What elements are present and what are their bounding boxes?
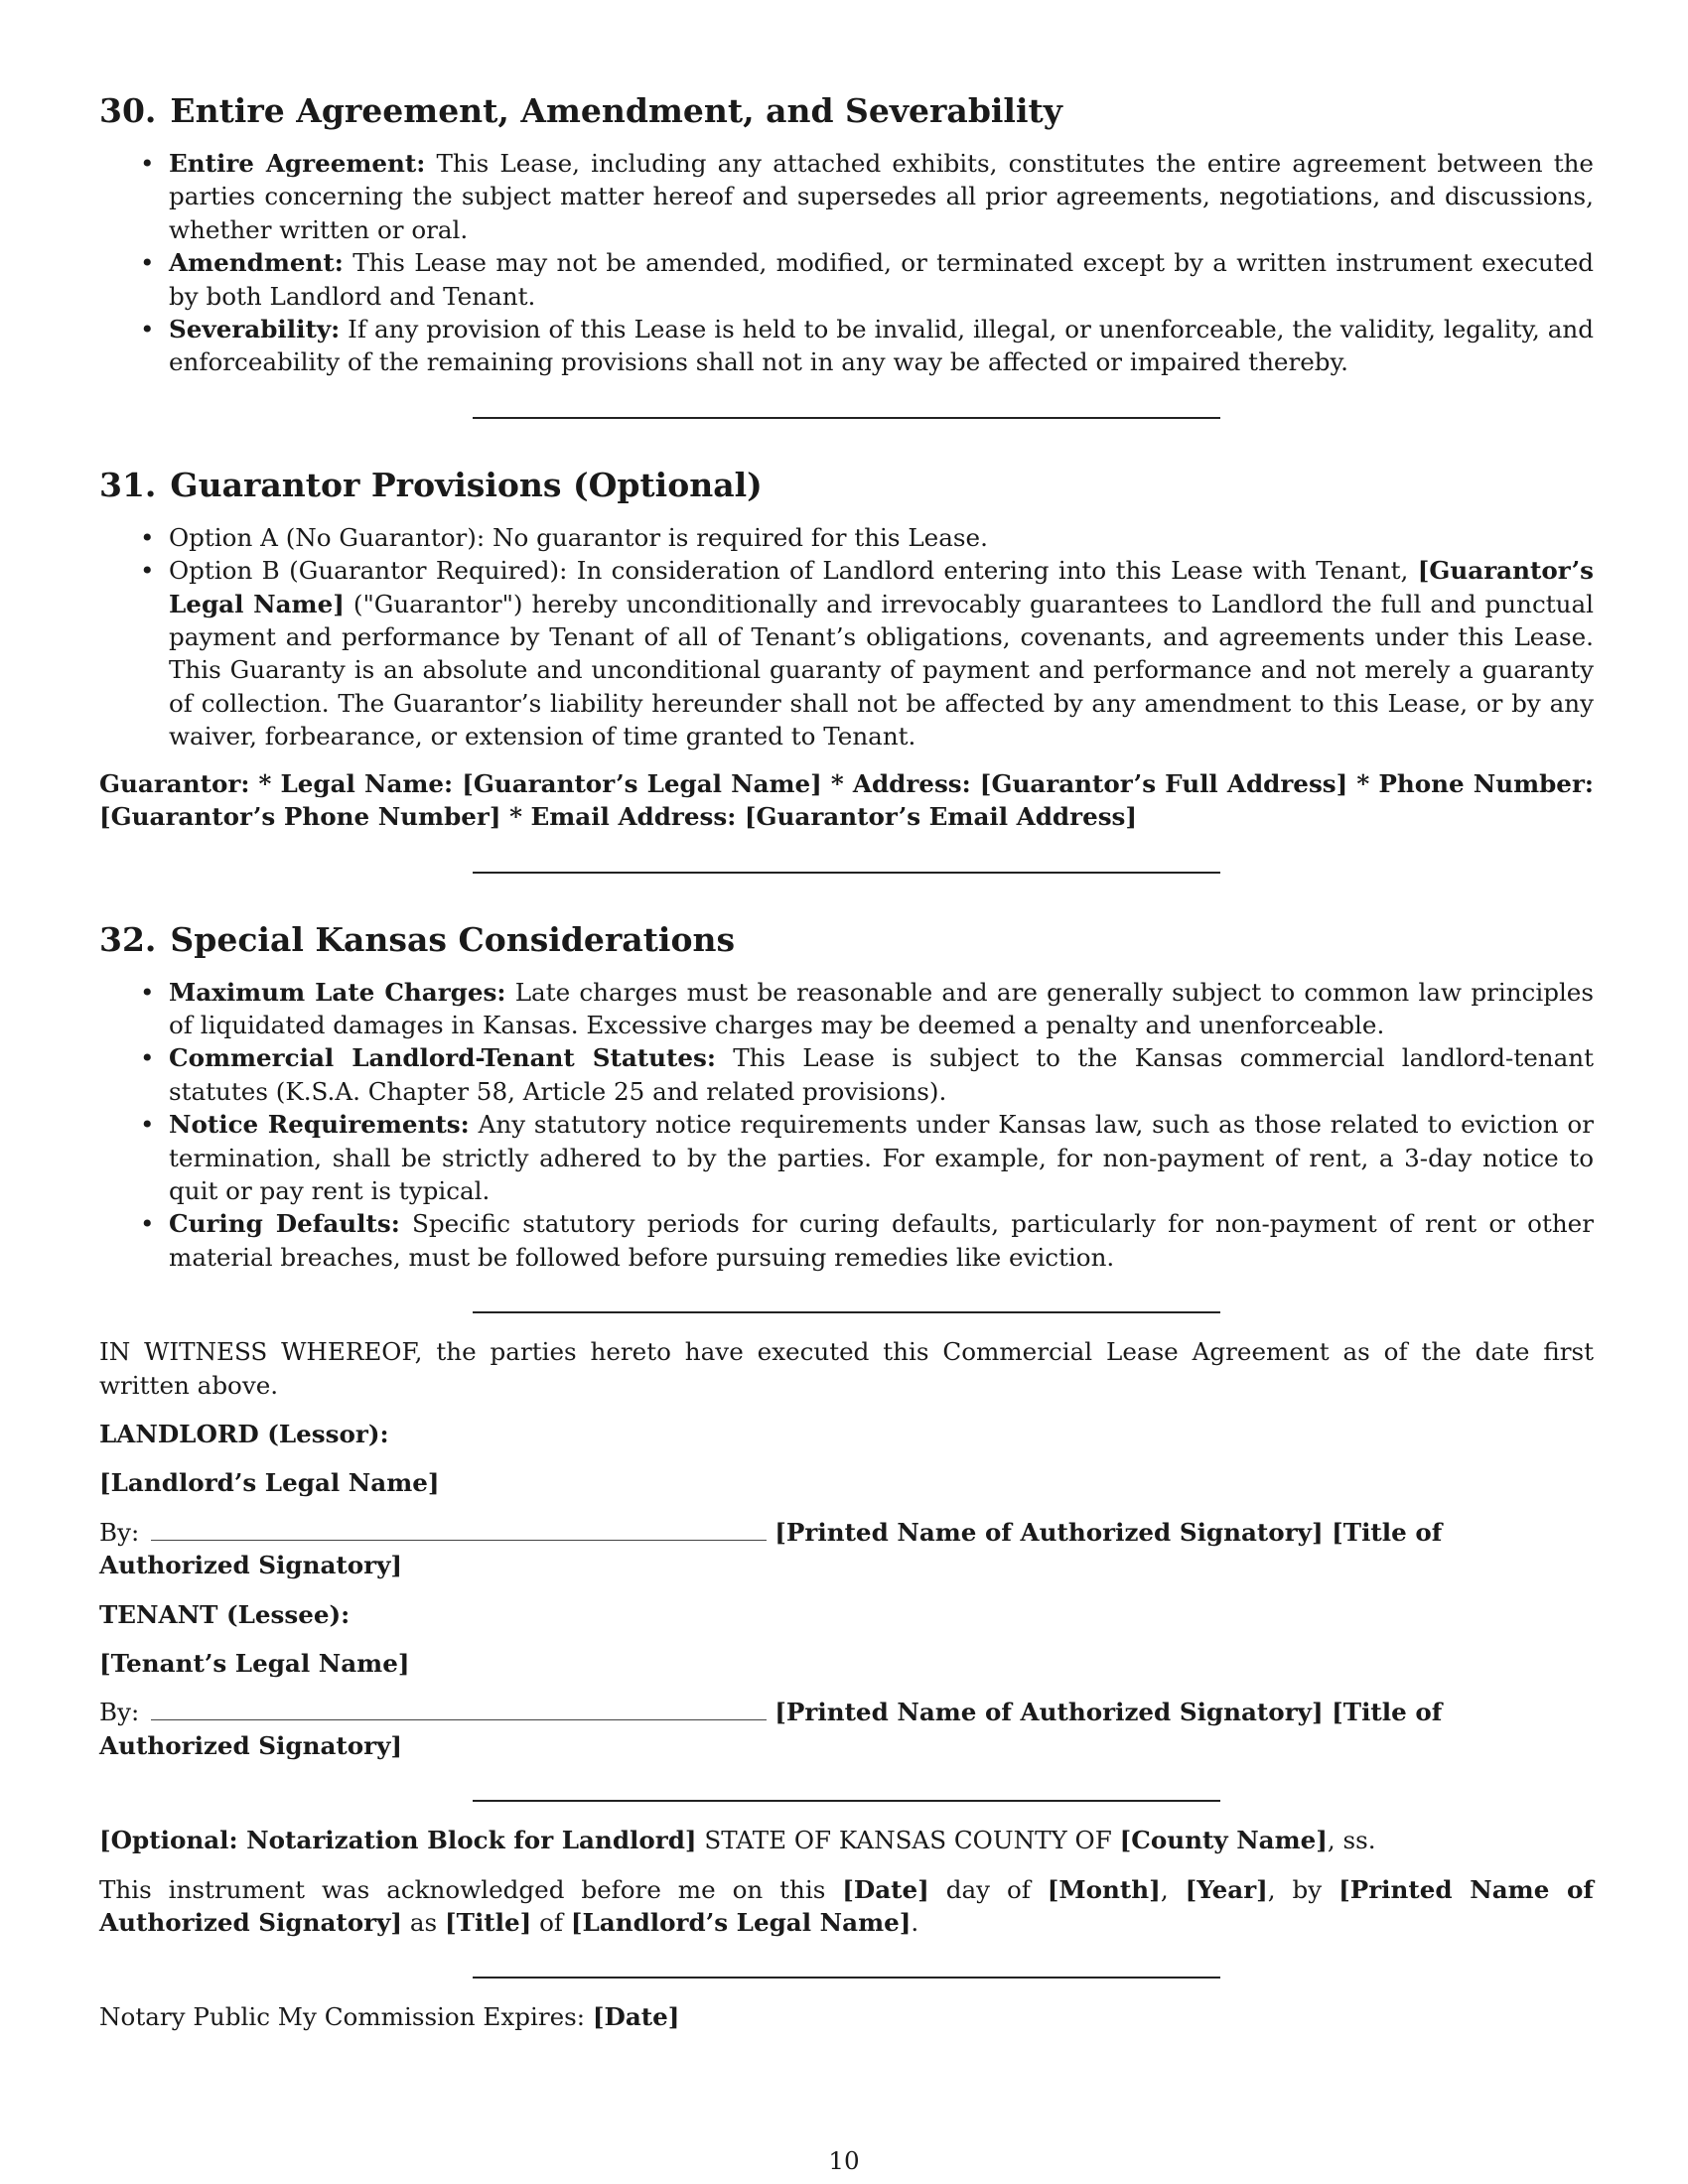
item-label: Curing Defaults: bbox=[169, 1209, 400, 1239]
title-placeholder: [Title] bbox=[445, 1908, 532, 1938]
divider bbox=[473, 1977, 1220, 1979]
signatory-placeholder: [Printed Name of Authorized Signatory] bbox=[99, 1874, 1594, 1938]
ack-text: of bbox=[539, 1908, 564, 1938]
by-label: By: bbox=[99, 1698, 140, 1727]
list-item bbox=[169, 521, 1594, 554]
section-title: Special Kansas Considerations bbox=[170, 919, 736, 959]
landlord-heading: LANDLORD (Lessor): bbox=[99, 1419, 389, 1448]
ack-text: , by bbox=[1267, 1874, 1323, 1904]
list-item bbox=[169, 1041, 1594, 1108]
month-placeholder: [Month] bbox=[1047, 1874, 1161, 1904]
item-text: Any statutory notice requirements under Kansas law, such as those related to eviction or termination, shall be strictly adhered to by the parties. For example, for non-payment of rent, a 3-day notice to quit or pay rent is typical. bbox=[169, 1110, 1595, 1205]
list-item bbox=[169, 1207, 1594, 1274]
item-text: This Lease may not be amended, modified, or terminated except by a written instrument executed by both Landlord and Tenant. bbox=[169, 248, 1594, 311]
item-label: Commercial Landlord-Tenant Statutes: bbox=[169, 1043, 716, 1073]
section-number: 32. bbox=[99, 919, 157, 959]
signature-blank[interactable] bbox=[151, 1540, 767, 1541]
section-30-heading bbox=[99, 91, 1594, 131]
by-label: By: bbox=[99, 1517, 140, 1547]
item-label: Notice Requirements: bbox=[169, 1110, 470, 1140]
signatory-placeholder: [Printed Name of Authorized Signatory] [Title of Authorized Signatory] bbox=[99, 1698, 1443, 1760]
commission-label: Notary Public My Commission Expires: bbox=[99, 2002, 586, 2032]
section-31-heading bbox=[99, 466, 1594, 505]
option-b-intro: Option B (Guarantor Required): In consideration of Landlord entering into this Lease with Tenant, bbox=[169, 556, 1409, 586]
landlord-name: [Landlord’s Legal Name] bbox=[99, 1468, 440, 1498]
landlord-placeholder: [Landlord’s Legal Name] bbox=[570, 1908, 912, 1938]
ack-text: day of bbox=[945, 1874, 1031, 1904]
item-label: Maximum Late Charges: bbox=[169, 977, 506, 1007]
list-item bbox=[169, 1108, 1594, 1207]
item-text: If any provision of this Lease is held to be invalid, illegal, or unenforceable, the validity, legality, and enforceability of the remaining provisions shall not in any way be affected or impaired thereby. bbox=[169, 315, 1594, 377]
state-county-text: STATE OF KANSAS COUNTY OF bbox=[704, 1826, 1112, 1855]
ss-text: , ss. bbox=[1327, 1826, 1376, 1855]
signatory-placeholder: [Printed Name of Authorized Signatory] [Title of Authorized Signatory] bbox=[99, 1517, 1443, 1580]
notary-heading bbox=[99, 1824, 1594, 1856]
tenant-name: [Tenant’s Legal Name] bbox=[99, 1649, 410, 1678]
item-text: This Lease is subject to the Kansas commercial landlord-tenant statutes (K.S.A. Chapter 58, Article 25 and related provisions). bbox=[169, 1043, 1594, 1106]
date-placeholder: [Date] bbox=[842, 1874, 929, 1904]
page-number: 10 bbox=[828, 2146, 860, 2175]
guarantor-details: Guarantor: * Legal Name: [Guarantor’s Legal Name] * Address: [Guarantor’s Full Address] * Phone Number: [Guarantor’s Phone Number] * Email Address: [Guarantor’s Email Address] bbox=[99, 768, 1594, 832]
item-label: Entire Agreement: bbox=[169, 149, 426, 178]
list-item bbox=[169, 554, 1594, 752]
notary-block-label: [Optional: Notarization Block for Landlord] bbox=[99, 1826, 697, 1855]
option-b-body: ("Guarantor") hereby unconditionally and irrevocably guarantees to Landlord the full and punctual payment and performance by Tenant of all of Tenant’s obligations, covenants, and agreements under this Lease. This Guaranty is an absolute and unconditional guaranty of payment and performance and not merely a guaranty of collection. The Guarantor’s liability hereunder shall not be affected by any amendment to this Lease, or by any waiver, forbearance, or extension of time granted to Tenant. bbox=[169, 589, 1594, 751]
county-placeholder: [County Name] bbox=[1119, 1826, 1328, 1855]
ack-text: . bbox=[911, 1908, 919, 1938]
list-item bbox=[169, 976, 1594, 1042]
witness-clause: IN WITNESS WHEREOF, the parties hereto have executed this Commercial Lease Agreement as of the date first written above. bbox=[99, 1337, 1594, 1400]
tenant-signature-line bbox=[99, 1696, 1594, 1762]
guarantor-name-placeholder: [Guarantor’s Legal Name] bbox=[169, 556, 1594, 618]
item-text: Late charges must be reasonable and are generally subject to common law principles of liquidated damages in Kansas. Excessive charges may be deemed a penalty and unenforceable. bbox=[169, 977, 1594, 1039]
divider bbox=[473, 417, 1220, 419]
section-number: 31. bbox=[99, 465, 157, 504]
list-item bbox=[169, 246, 1594, 313]
divider bbox=[473, 872, 1220, 874]
notary-commission bbox=[99, 2000, 1594, 2033]
divider bbox=[473, 1800, 1220, 1802]
item-text: Specific statutory periods for curing defaults, particularly for non-payment of rent or other material breaches, must be followed before pursuing remedies like eviction. bbox=[169, 1209, 1594, 1272]
tenant-heading: TENANT (Lessee): bbox=[99, 1599, 351, 1629]
ack-text: , bbox=[1160, 1874, 1169, 1904]
section-number: 30. bbox=[99, 91, 157, 130]
commission-date-placeholder: [Date] bbox=[592, 2002, 680, 2032]
item-text: This Lease, including any attached exhibits, constitutes the entire agreement between the parties concerning the subject matter hereof and supersedes all prior agreements, negotiations, and discussions, whether written or oral. bbox=[169, 149, 1594, 244]
divider bbox=[473, 1311, 1220, 1313]
item-label: Amendment: bbox=[169, 248, 344, 278]
ack-text: This instrument was acknowledged before me on this bbox=[99, 1874, 826, 1904]
acknowledgment bbox=[99, 1873, 1594, 1940]
list-item bbox=[169, 147, 1594, 246]
section-title: Entire Agreement, Amendment, and Severability bbox=[170, 91, 1062, 130]
section-32-heading bbox=[99, 920, 1594, 960]
section-31-list bbox=[99, 521, 1594, 753]
section-title: Guarantor Provisions (Optional) bbox=[170, 465, 763, 504]
signature-blank[interactable] bbox=[151, 1719, 767, 1720]
ack-text: as bbox=[409, 1908, 438, 1938]
item-label: Severability: bbox=[169, 315, 341, 344]
section-30-list bbox=[99, 147, 1594, 379]
list-item bbox=[169, 313, 1594, 379]
document-page bbox=[99, 91, 1594, 2034]
section-32-list bbox=[99, 976, 1594, 1275]
landlord-signature-line bbox=[99, 1516, 1594, 1582]
year-placeholder: [Year] bbox=[1185, 1874, 1268, 1904]
option-a-text: Option A (No Guarantor): No guarantor is required for this Lease. bbox=[169, 522, 988, 552]
